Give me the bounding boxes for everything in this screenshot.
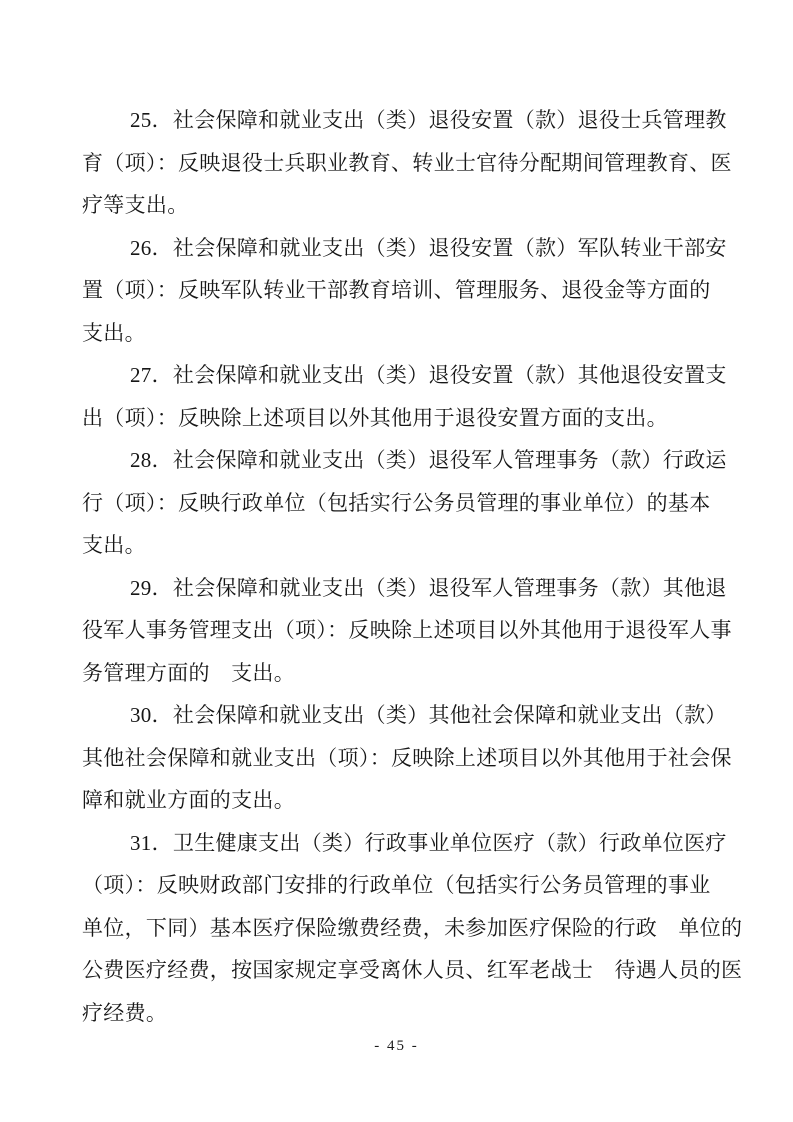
text-line: 公费医疗经费，按国家规定享受离休人员、红军老战士 待遇人员的医 bbox=[82, 958, 743, 982]
paragraph-30 bbox=[82, 694, 744, 822]
paragraph-27 bbox=[82, 354, 744, 439]
text-line: 其他社会保障和就业支出（项）：反映除上述项目以外其他用于社会保 bbox=[82, 745, 732, 770]
text-line: 出（项）：反映除上述项目以外其他用于退役安置方面的支出。 bbox=[82, 405, 668, 430]
text-line: 单位，下同）基本医疗保险缴费经费，未参加医疗保险的行政 单位的 bbox=[82, 915, 743, 940]
text-line: 行（项）：反映行政单位（包括实行公务员管理的事业单位）的基本 bbox=[82, 490, 711, 515]
text-line: 27．社会保障和就业支出（类）退役安置（款）其他退役安置支 bbox=[130, 363, 727, 387]
page-footer bbox=[0, 1036, 793, 1056]
text-line: 31．卫生健康支出（类）行政事业单位医疗（款）行政单位医疗 bbox=[130, 830, 727, 855]
text-line: 育（项）：反映退役士兵职业教育、转业士官待分配期间管理教育、医 bbox=[82, 150, 732, 175]
text-line: 障和就业方面的支出。 bbox=[82, 788, 295, 812]
text-line: 疗等支出。 bbox=[82, 193, 189, 217]
text-line: 支出。 bbox=[82, 533, 146, 557]
text-line: 25．社会保障和就业支出（类）退役安置（款）退役士兵管理教 bbox=[130, 108, 727, 132]
text-line: 疗经费。 bbox=[82, 1000, 168, 1025]
text-line: 28．社会保障和就业支出（类）退役军人管理事务（款）行政运 bbox=[130, 448, 727, 472]
text-line: 支出。 bbox=[82, 320, 146, 345]
paragraph-25 bbox=[82, 99, 744, 227]
page-number: - 45 - bbox=[374, 1038, 419, 1054]
text-line: 务管理方面的 支出。 bbox=[82, 660, 295, 685]
paragraph-28 bbox=[82, 439, 744, 567]
text-line: 役军人事务管理支出（项）：反映除上述项目以外其他用于退役军人事 bbox=[82, 618, 732, 642]
text-line: 30．社会保障和就业支出（类）其他社会保障和就业支出（款） bbox=[130, 703, 727, 727]
paragraph-31 bbox=[82, 822, 744, 1035]
text-line: 29．社会保障和就业支出（类）退役军人管理事务（款）其他退 bbox=[130, 575, 727, 600]
text-line: 26．社会保障和就业支出（类）退役安置（款）军队转业干部安 bbox=[130, 235, 727, 260]
text-line: 置（项）：反映军队转业干部教育培训、管理服务、退役金等方面的 bbox=[82, 278, 711, 302]
text-line: （项）：反映财政部门安排的行政单位（包括实行公务员管理的事业 bbox=[82, 873, 711, 897]
paragraph-26 bbox=[82, 227, 744, 355]
document-body bbox=[82, 99, 744, 1034]
paragraph-29 bbox=[82, 567, 744, 695]
